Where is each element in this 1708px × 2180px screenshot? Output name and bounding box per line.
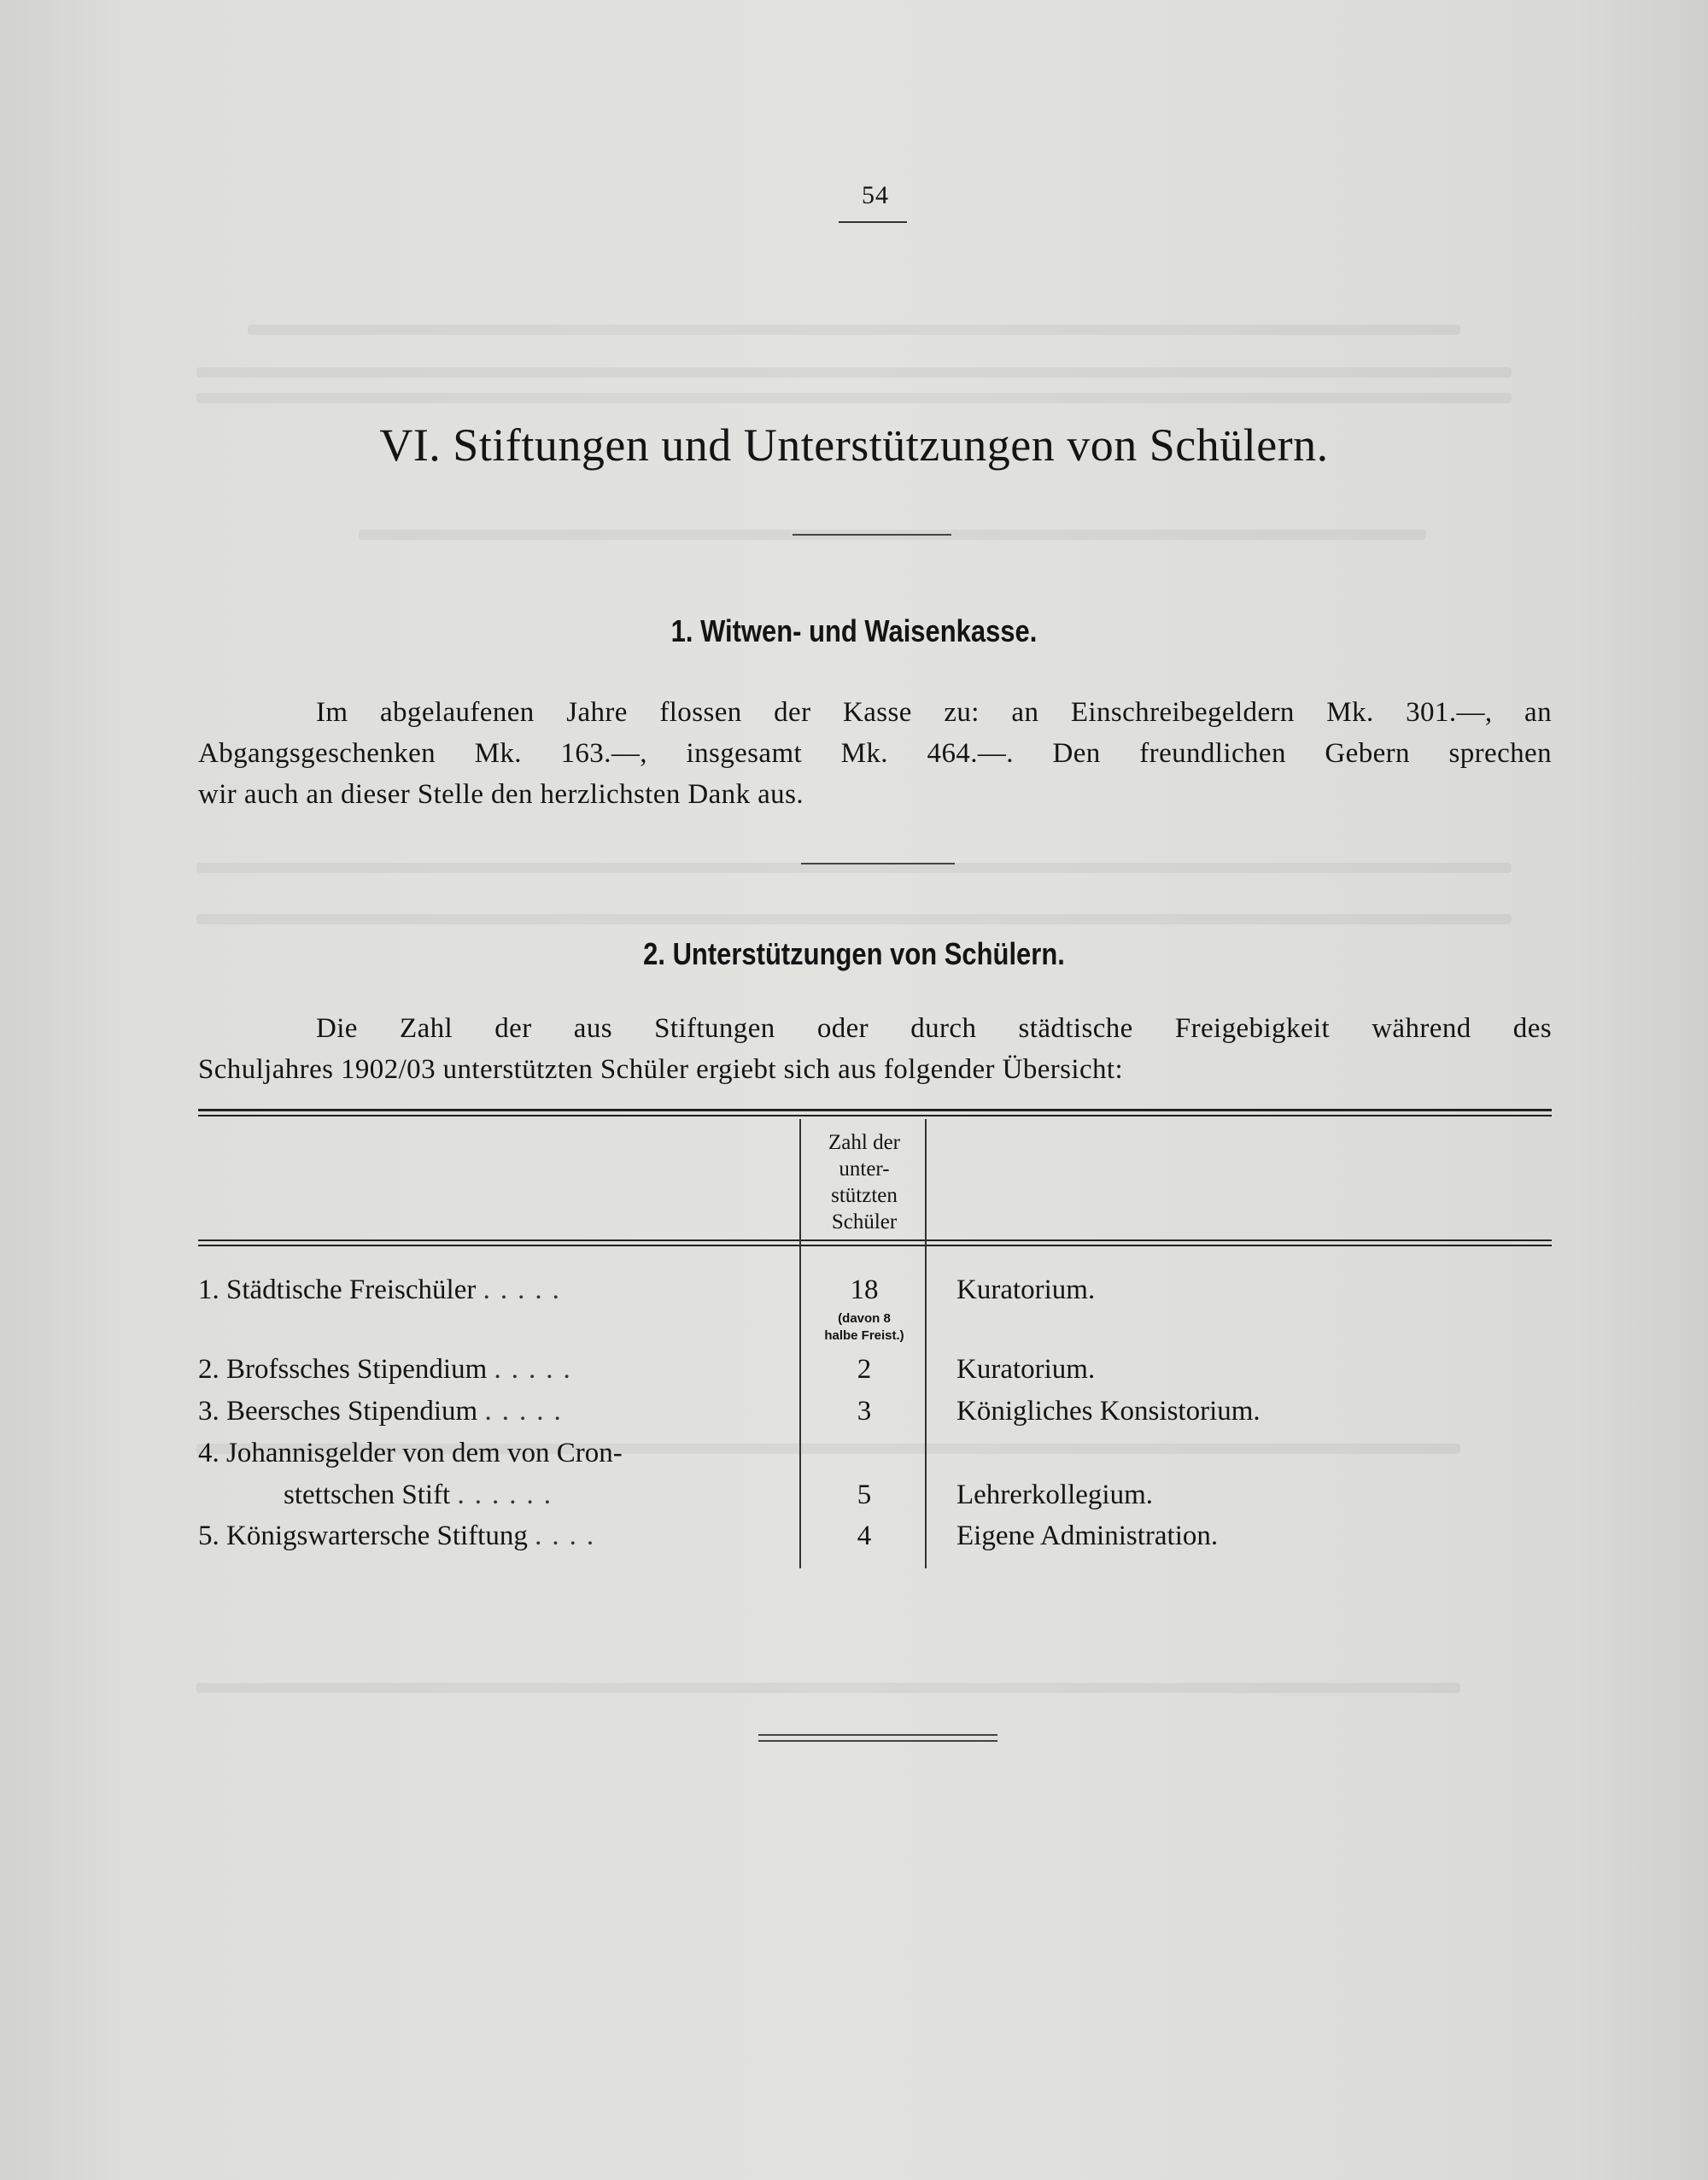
paragraph-line: Abgangsgeschenken Mk. 163.—, insgesamt Mk. 464.—. Den freundlichen Gebern sprechen: [198, 738, 1552, 769]
header-line: Zahl der: [828, 1131, 900, 1154]
table-header-rule: [198, 1239, 1552, 1241]
paragraph-line: Im abgelaufenen Jahre flossen der Kasse zu: an Einschreibegeldern Mk. 301.—, an: [316, 697, 1552, 728]
end-rule: [758, 1740, 997, 1742]
table-top-rule: [198, 1115, 1552, 1116]
note-line: halbe Freist.): [824, 1328, 904, 1343]
header-line: unter-: [839, 1157, 890, 1181]
section-1-heading: 1. Witwen- und Waisenkasse.: [670, 613, 1038, 648]
title-divider: [793, 534, 951, 536]
bleed-through: [196, 1683, 1460, 1693]
table-row-count: 4: [857, 1521, 872, 1551]
table-row-note: [803, 1310, 926, 1345]
table-row-count: 2: [857, 1354, 872, 1385]
table-row-admin: Lehrerkollegium.: [956, 1480, 1154, 1510]
paragraph-line: wir auch an dieser Stelle den herzlichsten Dank aus.: [198, 779, 804, 810]
note-line: (davon 8: [838, 1311, 891, 1326]
table-row-admin: Eigene Administration.: [956, 1521, 1219, 1551]
label-text: 5. Königswartersche Stiftung: [198, 1521, 528, 1551]
table-row-count: 3: [857, 1396, 872, 1427]
table-row-label: 1. Städtische Freischüler .....: [198, 1275, 570, 1305]
table-row-label: 5. Königswartersche Stiftung ....: [198, 1521, 605, 1551]
bleed-through: [196, 367, 1512, 378]
page-number: 54: [862, 181, 889, 209]
label-text: stettschen Stift: [284, 1480, 451, 1510]
table-column-header: [803, 1129, 926, 1235]
table-row-admin: Königliches Konsistorium.: [956, 1396, 1261, 1427]
section-divider: [801, 863, 955, 864]
table-row-label: 4. Johannisgelder von dem von Cron-: [198, 1438, 623, 1468]
table-row-count: 5: [857, 1480, 872, 1510]
label-text: 3. Beersches Stipendium: [198, 1396, 478, 1427]
header-line: Schüler: [831, 1210, 898, 1234]
table-row-count: 18: [850, 1275, 879, 1305]
table-row-admin: Kuratorium.: [956, 1275, 1096, 1305]
chapter-title: VI. Stiftungen und Unterstützungen von Schülern.: [379, 419, 1329, 471]
bleed-through: [248, 325, 1460, 335]
table-top-rule: [198, 1109, 1552, 1111]
page-number-rule: [839, 221, 907, 223]
header-line: stützten: [831, 1184, 898, 1207]
table-row-label-continued: stettschen Stift ......: [284, 1480, 561, 1510]
section-2-paragraph: [198, 1008, 1552, 1090]
paragraph-line: Schuljahres 1902/03 unterstützten Schüler ergiebt sich aus folgender Übersicht:: [198, 1054, 1124, 1085]
table-row-admin: Kuratorium.: [956, 1354, 1096, 1385]
end-rule: [758, 1734, 997, 1736]
section-2-heading: 2. Unterstützungen von Schülern.: [643, 936, 1065, 971]
table-row-label: 3. Beersches Stipendium .....: [198, 1396, 571, 1427]
bleed-through: [196, 914, 1512, 924]
table-row-label: 2. Brofssches Stipendium .....: [198, 1354, 581, 1385]
section-1-paragraph: [198, 692, 1552, 815]
table-header-rule: [198, 1245, 1552, 1246]
paragraph-line: Die Zahl der aus Stiftungen oder durch städtische Freigebigkeit während des: [316, 1013, 1552, 1044]
label-text: 2. Brofssches Stipendium: [198, 1354, 488, 1385]
label-text: 1. Städtische Freischüler: [198, 1275, 477, 1305]
bleed-through: [196, 393, 1512, 403]
